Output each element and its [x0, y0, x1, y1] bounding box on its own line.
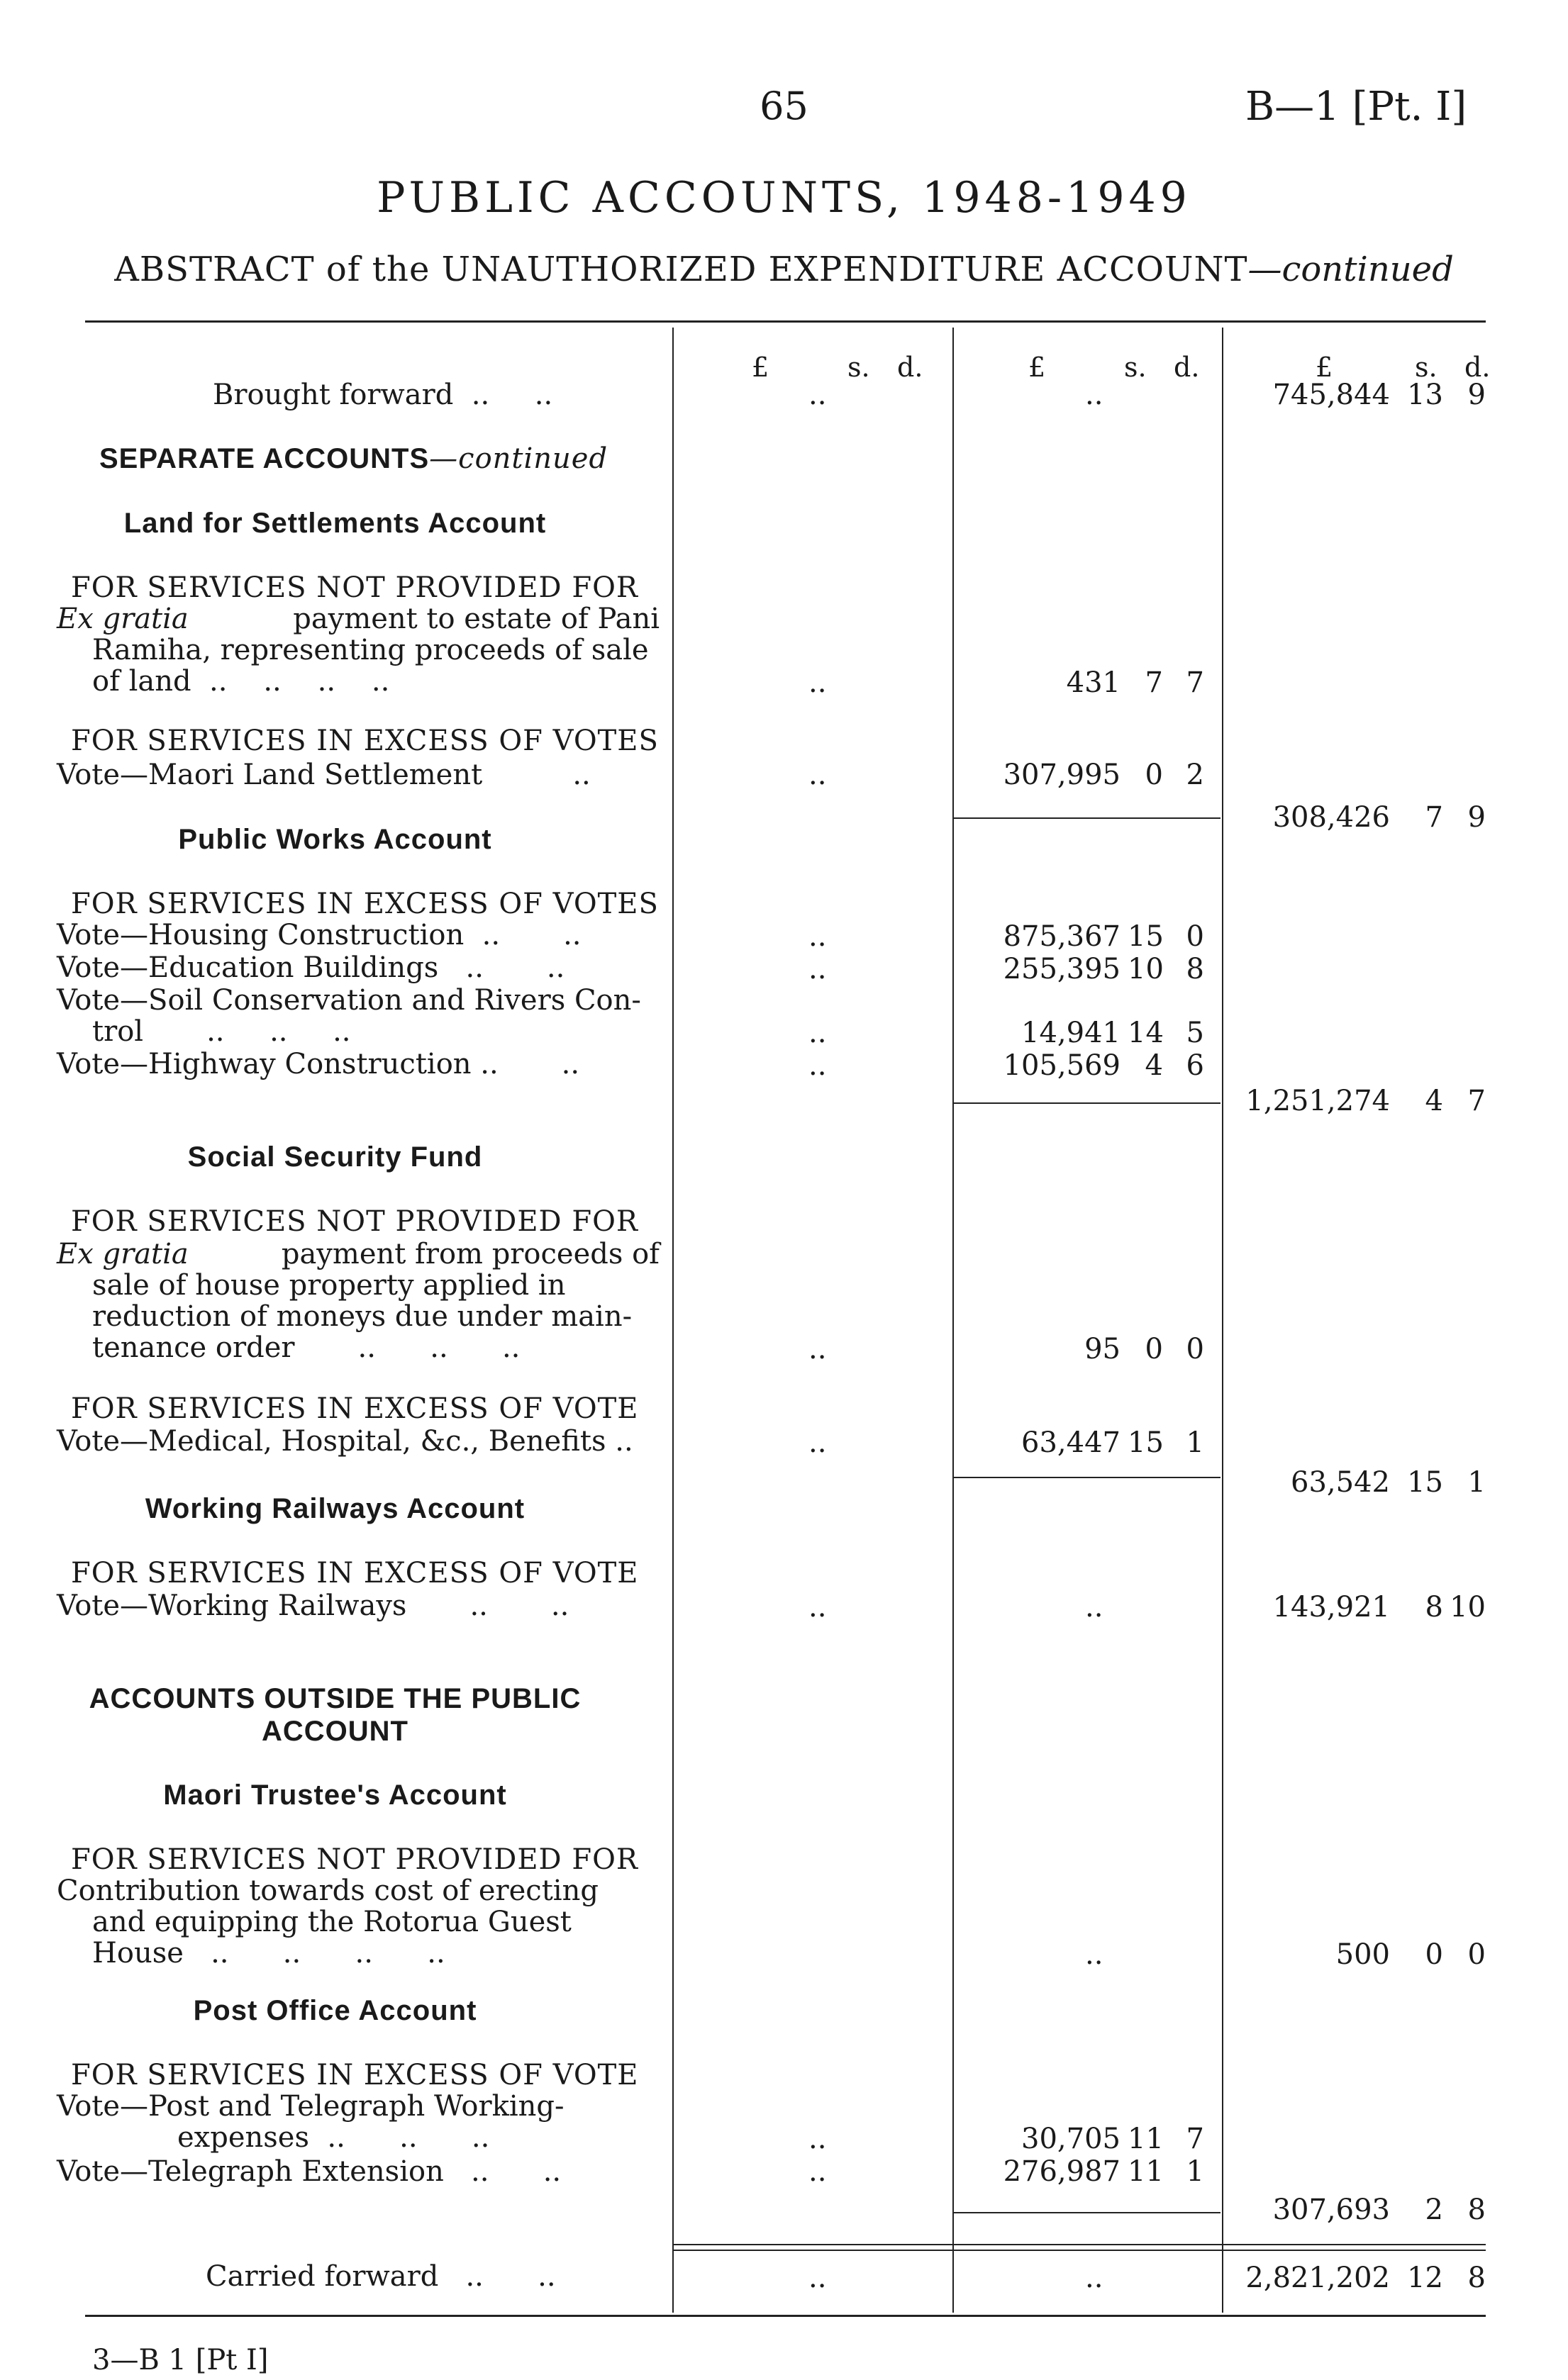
col3-pence-header: d.	[1464, 352, 1491, 383]
mt-contribution-line3-text: House	[92, 1937, 184, 1970]
land-total-s: 7	[1425, 801, 1443, 834]
col2-pence-header: d.	[1174, 352, 1200, 383]
col1-shilling-header: s.	[847, 352, 870, 383]
pw-highway-s: 4	[1145, 1049, 1163, 1082]
ss-total-pounds: 63,542	[1291, 1466, 1390, 1499]
page-subtitle	[0, 250, 1568, 289]
leader-dots: ..	[482, 759, 591, 791]
po-telegraph-col1: ..	[808, 2155, 827, 2188]
pw-soil-line2-text: trol	[92, 1015, 144, 1048]
land-settlements-heading: Land for Settlements Account	[123, 508, 547, 539]
col2-pound-header: £	[1028, 352, 1046, 383]
ss-exgratia-rest: payment from proceeds of	[281, 1238, 660, 1270]
pw-soil-line1: Vote—Soil Conservation and Rivers Con-	[57, 984, 641, 1017]
pw-excess-label: FOR SERVICES IN EXCESS OF VOTES	[71, 888, 659, 920]
pw-education-pounds: 255,395	[1003, 953, 1121, 985]
leader-dots: .. ..	[464, 919, 582, 951]
po-post-line2-text: expenses	[177, 2121, 309, 2154]
wr-vote-pounds: 143,921	[1272, 1591, 1390, 1624]
ss-vote-s: 15	[1128, 1426, 1164, 1459]
po-total-s: 2	[1425, 2194, 1443, 2226]
land-vote-pounds: 307,995	[1003, 759, 1121, 791]
ss-exgratia-line4	[92, 1331, 520, 1364]
leader-dots: .. ..	[453, 379, 553, 411]
leader-dots: .. .. ..	[294, 1331, 521, 1364]
ss-not-provided-label: FOR SERVICES NOT PROVIDED FOR	[71, 1205, 638, 1238]
brought-forward-text: Brought forward	[213, 379, 454, 411]
pw-housing-pounds: 875,367	[1003, 920, 1121, 953]
table-bottom-rule	[85, 2315, 1486, 2317]
land-exgratia-rest: payment to estate of Pani	[293, 603, 660, 635]
po-post-s: 11	[1128, 2123, 1164, 2155]
page-number: 65	[760, 84, 808, 128]
po-excess-label: FOR SERVICES IN EXCESS OF VOTE	[71, 2059, 639, 2091]
leader-dots: .. .. ..	[309, 2121, 490, 2154]
pw-highway-pounds: 105,569	[1003, 1049, 1121, 1082]
brought-forward-total-s: 13	[1407, 379, 1443, 411]
wr-vote-text: Vote—Working Railways	[57, 1590, 407, 1622]
land-exgratia-pounds: 431	[1066, 666, 1121, 699]
pw-soil-pounds: 14,941	[1021, 1017, 1121, 1049]
pw-subtotal-rule	[954, 1102, 1221, 1104]
po-post-col1: ..	[808, 2123, 827, 2155]
pw-housing-text: Vote—Housing Construction	[57, 919, 465, 951]
pw-highway-col1: ..	[808, 1049, 827, 1082]
wr-vote-col1: ..	[808, 1591, 827, 1624]
pw-housing-d: 0	[1186, 920, 1204, 953]
brought-forward-label	[213, 379, 552, 411]
ss-exgratia-line1	[57, 1238, 660, 1270]
ss-vote-pounds: 63,447	[1021, 1426, 1121, 1459]
pw-total-pounds: 1,251,274	[1245, 1085, 1390, 1117]
column-divider-1	[672, 328, 674, 2313]
po-subtotal-rule	[954, 2212, 1221, 2213]
land-vote-col1: ..	[808, 759, 827, 791]
land-exgratia-line1	[57, 603, 660, 635]
land-vote-text: Vote—Maori Land Settlement	[57, 759, 483, 791]
outside-heading-line1: ACCOUNTS OUTSIDE THE PUBLIC	[89, 1683, 582, 1714]
brought-forward-col2: ..	[1085, 379, 1103, 411]
land-not-provided-label: FOR SERVICES NOT PROVIDED FOR	[71, 571, 638, 604]
po-telegraph-pounds: 276,987	[1003, 2155, 1121, 2188]
brought-forward-total-d: 9	[1467, 379, 1486, 411]
ss-exgratia-line2-wrap	[92, 1269, 660, 1302]
ss-excess-label: FOR SERVICES IN EXCESS OF VOTE	[71, 1392, 639, 1425]
mt-contribution-d: 0	[1467, 1938, 1486, 1971]
pw-soil-d: 5	[1186, 1017, 1204, 1049]
pw-education-col1: ..	[808, 953, 827, 985]
col3-shilling-header: s.	[1415, 352, 1438, 383]
leader-dots: .. ..	[438, 2260, 556, 2293]
document-reference: B—1 [Pt. I]	[1245, 84, 1467, 130]
ss-exgratia-col1: ..	[808, 1333, 827, 1365]
col2-shilling-header: s.	[1124, 352, 1147, 383]
wr-vote-col2: ..	[1085, 1591, 1103, 1624]
pw-housing-col1: ..	[808, 920, 827, 953]
land-vote-s: 0	[1145, 759, 1163, 791]
subtitle-suffix: —continued	[1247, 250, 1454, 289]
pw-soil-line2	[92, 1015, 351, 1048]
page-footer: 3—B 1 [Pt I]	[92, 2344, 269, 2376]
carried-rule-b	[674, 2250, 1486, 2251]
col1-pound-header: £	[752, 352, 769, 383]
post-office-heading: Post Office Account	[193, 1995, 477, 2026]
pw-highway-label	[57, 1048, 579, 1080]
land-exgratia-line3	[92, 665, 389, 698]
separate-accounts-text: SEPARATE ACCOUNTS	[99, 443, 430, 474]
mt-not-provided-label: FOR SERVICES NOT PROVIDED FOR	[71, 1843, 638, 1876]
land-exgratia-italic: Ex gratia	[57, 603, 189, 635]
leader-dots: .. ..	[443, 2155, 562, 2188]
po-telegraph-s: 11	[1128, 2155, 1164, 2188]
land-total-d: 9	[1467, 801, 1486, 834]
col1-pence-header: d.	[897, 352, 923, 383]
po-post-line2	[177, 2121, 489, 2154]
carried-forward-col1: ..	[808, 2262, 827, 2294]
mt-contribution-pounds: 500	[1335, 1938, 1390, 1971]
table-top-rule	[85, 320, 1486, 323]
leader-dots: ..	[606, 1425, 633, 1458]
land-exgratia-d: 7	[1186, 666, 1204, 699]
ss-total-s: 15	[1407, 1466, 1443, 1499]
po-total-pounds: 307,693	[1272, 2194, 1390, 2226]
brought-forward-col1: ..	[808, 379, 827, 411]
pw-housing-label	[57, 919, 582, 951]
land-excess-label: FOR SERVICES IN EXCESS OF VOTES	[71, 725, 659, 757]
carried-forward-s: 12	[1407, 2262, 1443, 2294]
land-exgratia-line2: Ramiha, representing proceeds of sale	[92, 634, 649, 666]
land-exgratia-s: 7	[1145, 666, 1163, 699]
pw-education-s: 10	[1128, 953, 1164, 985]
wr-vote-label	[57, 1590, 569, 1622]
leader-dots: .. .. .. ..	[191, 665, 390, 698]
separate-accounts-heading	[99, 442, 608, 475]
column-divider-3	[1222, 328, 1223, 2313]
po-telegraph-d: 1	[1186, 2155, 1204, 2188]
pw-highway-d: 6	[1186, 1049, 1204, 1082]
outside-heading-line2: ACCOUNT	[262, 1716, 408, 1747]
po-post-line1: Vote—Post and Telegraph Working-	[57, 2090, 565, 2123]
pw-education-d: 8	[1186, 953, 1204, 985]
ss-exgratia-pounds: 95	[1084, 1333, 1121, 1365]
ss-exgratia-italic: Ex gratia	[57, 1238, 189, 1270]
land-vote-d: 2	[1186, 759, 1204, 791]
col3-pound-header: £	[1316, 352, 1333, 383]
mt-contribution-line1: Contribution towards cost of erecting	[57, 1875, 599, 1907]
leader-dots: .. ..	[438, 951, 565, 984]
pw-education-text: Vote—Education Buildings	[57, 951, 439, 984]
ss-exgratia-line2: sale of house property applied in	[92, 1269, 566, 1302]
mt-contribution-col2: ..	[1085, 1938, 1103, 1971]
brought-forward-total: 745,844	[1272, 379, 1390, 411]
ss-vote-d: 1	[1186, 1426, 1204, 1459]
ss-subtotal-rule	[954, 1477, 1221, 1478]
ss-vote-col1: ..	[808, 1426, 827, 1459]
wr-vote-d: 10	[1450, 1591, 1486, 1624]
leader-dots: .. .. .. ..	[183, 1937, 445, 1970]
carried-forward-col2: ..	[1085, 2262, 1103, 2294]
land-exgratia-line3-text: of land	[92, 665, 191, 698]
wr-vote-s: 8	[1425, 1591, 1443, 1624]
po-telegraph-text: Vote—Telegraph Extension	[57, 2155, 444, 2188]
land-subtotal-rule	[954, 817, 1221, 819]
ss-total-d: 1	[1467, 1466, 1486, 1499]
land-total-pounds: 308,426	[1272, 801, 1390, 834]
pw-total-d: 7	[1467, 1085, 1486, 1117]
leader-dots: .. ..	[471, 1048, 580, 1080]
pw-highway-text: Vote—Highway Construction	[57, 1048, 472, 1080]
carried-forward-pounds: 2,821,202	[1245, 2262, 1390, 2294]
ss-exgratia-line3: reduction of moneys due under main-	[92, 1300, 633, 1333]
mt-contribution-s: 0	[1425, 1938, 1443, 1971]
carried-forward-d: 8	[1467, 2262, 1486, 2294]
po-post-pounds: 30,705	[1021, 2123, 1121, 2155]
carried-rule-a	[674, 2244, 1486, 2245]
po-total-d: 8	[1467, 2194, 1486, 2226]
mt-contribution-line3	[92, 1937, 445, 1970]
pw-education-label	[57, 951, 565, 984]
ss-exgratia-s: 0	[1145, 1333, 1163, 1365]
pw-soil-col1: ..	[808, 1017, 827, 1049]
social-security-heading: Social Security Fund	[187, 1141, 483, 1173]
ss-exgratia-line4-text: tenance order	[92, 1331, 295, 1364]
land-exgratia-col1: ..	[808, 666, 827, 699]
pw-housing-s: 15	[1128, 920, 1164, 953]
mt-contribution-line2: and equipping the Rotorua Guest	[92, 1906, 572, 1938]
pw-soil-s: 14	[1128, 1017, 1164, 1049]
maori-trustee-heading: Maori Trustee's Account	[163, 1780, 507, 1811]
leader-dots: .. .. ..	[143, 1015, 351, 1048]
carried-forward-text: Carried forward	[206, 2260, 439, 2293]
working-railways-heading: Working Railways Account	[145, 1493, 526, 1524]
page-title: PUBLIC ACCOUNTS, 1948-1949	[377, 173, 1191, 223]
ss-vote-text: Vote—Medical, Hospital, &c., Benefits	[57, 1425, 606, 1458]
subtitle-text: ABSTRACT of the UNAUTHORIZED EXPENDITURE ACCOUNT	[114, 250, 1248, 289]
separate-accounts-suffix: —continued	[429, 442, 608, 475]
leader-dots: .. ..	[406, 1590, 569, 1622]
wr-excess-label: FOR SERVICES IN EXCESS OF VOTE	[71, 1557, 639, 1590]
ss-exgratia-d: 0	[1186, 1333, 1204, 1365]
po-post-d: 7	[1186, 2123, 1204, 2155]
carried-forward-label	[206, 2260, 556, 2293]
ss-vote-label	[57, 1425, 633, 1458]
po-telegraph-label	[57, 2155, 561, 2188]
land-vote-label	[57, 759, 591, 791]
public-works-heading: Public Works Account	[178, 824, 492, 855]
column-divider-2	[952, 328, 954, 2313]
pw-total-s: 4	[1425, 1085, 1443, 1117]
